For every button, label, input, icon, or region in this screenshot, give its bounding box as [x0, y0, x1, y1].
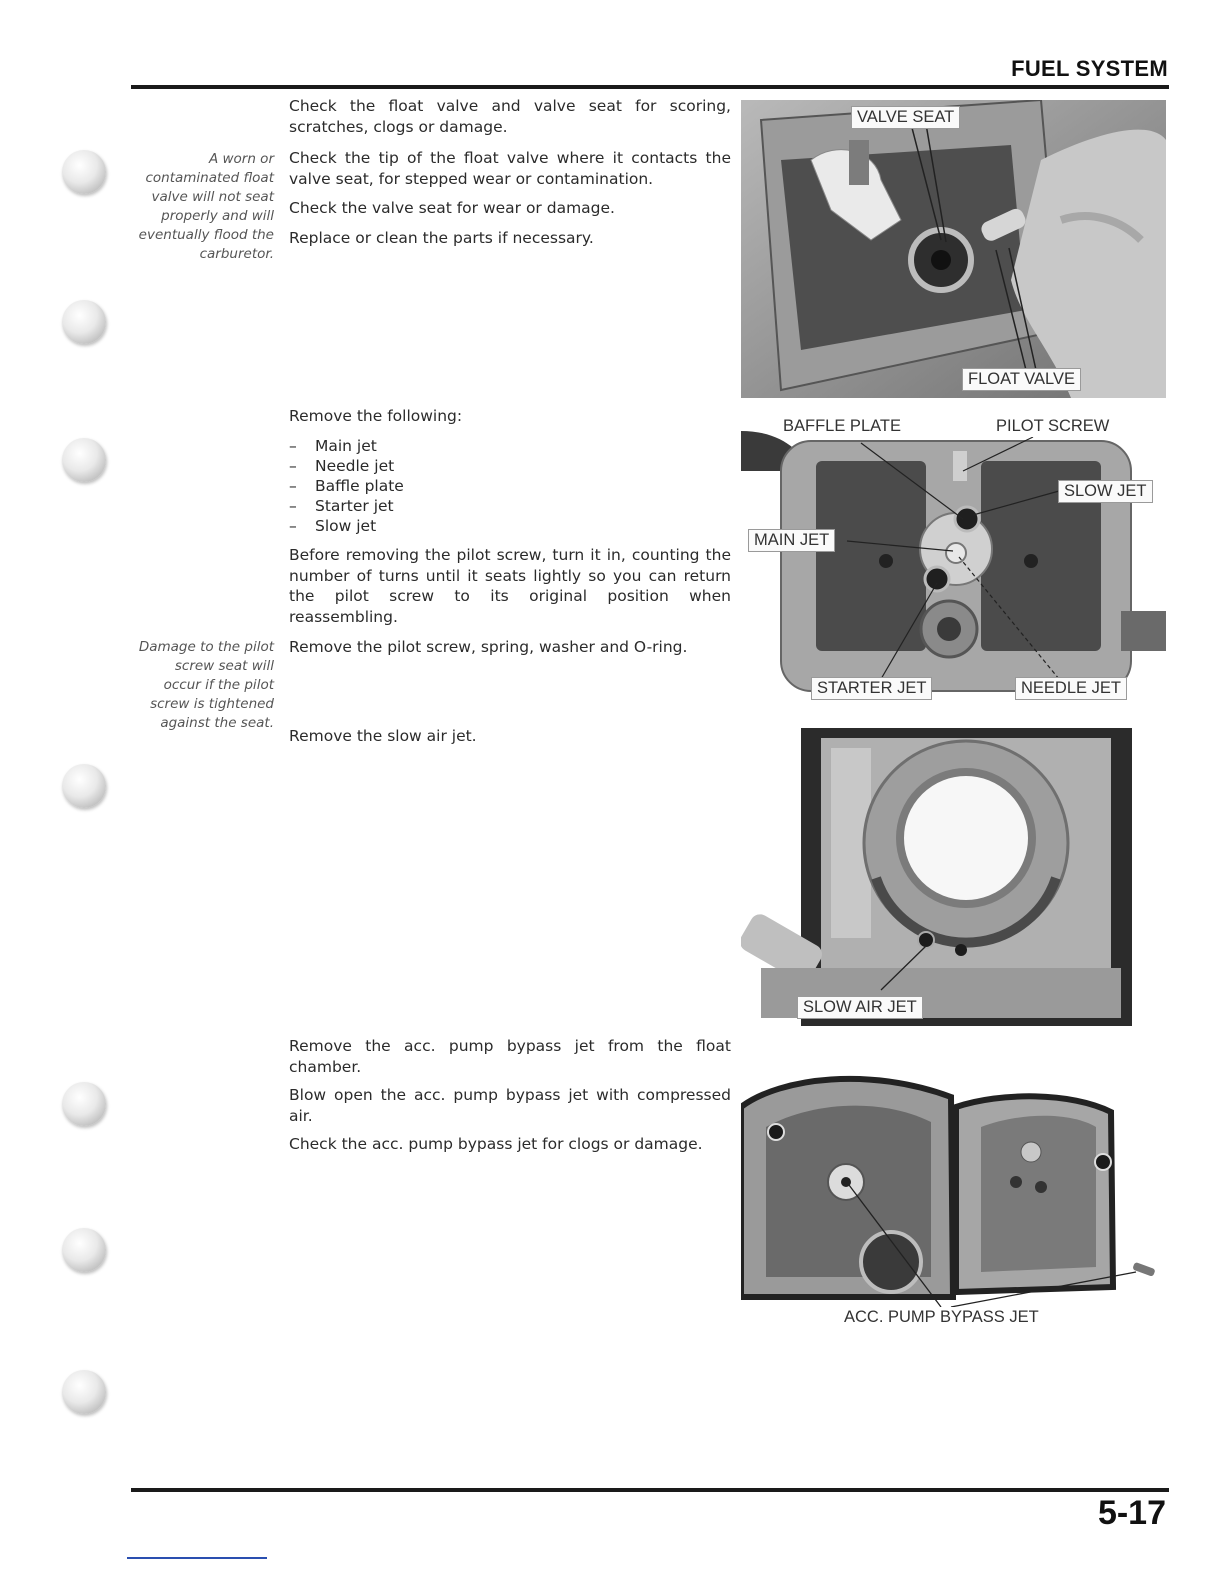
note-line: against the seat.: [160, 715, 274, 731]
note-line: valve will not seat: [151, 189, 274, 205]
note-line: Damage to the pilot: [138, 639, 274, 655]
instruction-paragraph: Check the valve seat for wear or damage.: [289, 199, 615, 217]
binder-hole: [62, 1082, 106, 1126]
acc-pump-bypass-jet-photo: [741, 1067, 1166, 1337]
slow-air-jet-photo: [741, 728, 1132, 1026]
binder-hole: [62, 764, 106, 808]
main-jet-label: MAIN JET: [748, 529, 835, 552]
note-line: occur if the pilot: [163, 677, 274, 693]
instruction-paragraph: Check the float valve and valve seat for scoring, scratches, clogs or damage.: [289, 97, 731, 136]
removal-list: [289, 436, 404, 536]
needle-jet-label: NEEDLE JET: [1015, 677, 1127, 700]
page-number: 5-17: [1097, 1494, 1166, 1532]
instruction-paragraph: Remove the pilot screw, spring, washer and O-ring.: [289, 638, 688, 656]
slow-air-jet-illustration: [741, 728, 1132, 1026]
side-note-float-valve: [124, 150, 274, 264]
instruction-paragraph: Replace or clean the parts if necessary.: [289, 229, 594, 247]
float-valve-label: FLOAT VALVE: [962, 368, 1081, 391]
note-line: screw seat will: [174, 658, 274, 674]
carburetor-jets-illustration: [741, 411, 1166, 707]
baffle-plate-label: BAFFLE PLATE: [778, 416, 906, 437]
list-item: – Needle jet: [289, 457, 395, 475]
header-rule: [131, 85, 1169, 89]
instruction-paragraph: Before removing the pilot screw, turn it in, counting the number of turns until it seats lightly so you can return the pilot screw to its original position when reassembling.: [289, 546, 731, 626]
list-item: – Baffle plate: [289, 477, 404, 495]
float-valve-illustration: [741, 100, 1166, 398]
acc-pump-bypass-jet-illustration: [741, 1067, 1166, 1337]
acc-pump-bypass-jet-label: ACC. PUMP BYPASS JET: [839, 1307, 1044, 1328]
binder-hole: [62, 300, 106, 344]
instruction-paragraph: Remove the slow air jet.: [289, 727, 477, 745]
carburetor-jets-photo: [741, 411, 1166, 707]
binder-hole: [62, 1228, 106, 1272]
footer-rule: [131, 1488, 1169, 1492]
instruction-paragraph: Remove the following:: [289, 407, 463, 425]
pilot-screw-label: PILOT SCREW: [991, 416, 1114, 437]
instruction-paragraph: Blow open the acc. pump bypass jet with compressed air.: [289, 1086, 731, 1125]
note-line: A worn or: [208, 151, 274, 167]
instruction-paragraph: Check the tip of the float valve where it contacts the valve seat, for stepped wear or contamination.: [289, 149, 731, 188]
slow-air-jet-label: SLOW AIR JET: [797, 996, 923, 1019]
list-item: – Slow jet: [289, 517, 377, 535]
float-valve-photo: [741, 100, 1166, 398]
instruction-paragraph: Remove the acc. pump bypass jet from the float chamber.: [289, 1037, 731, 1076]
note-line: screw is tightened: [150, 696, 274, 712]
binder-hole: [62, 1370, 106, 1414]
footer-link-line: [127, 1557, 267, 1559]
note-line: carburetor.: [199, 246, 274, 262]
slow-jet-label: SLOW JET: [1058, 480, 1153, 503]
note-line: contaminated float: [145, 170, 274, 186]
binder-hole: [62, 150, 106, 194]
starter-jet-label: STARTER JET: [811, 677, 932, 700]
note-line: properly and will: [161, 208, 274, 224]
binder-hole: [62, 438, 106, 482]
list-item: – Starter jet: [289, 497, 394, 515]
section-title: FUEL SYSTEM: [1011, 56, 1168, 81]
valve-seat-label: VALVE SEAT: [851, 106, 960, 129]
instruction-paragraph: Check the acc. pump bypass jet for clogs or damage.: [289, 1135, 703, 1153]
side-note-pilot-screw: [124, 638, 274, 733]
list-item: – Main jet: [289, 437, 377, 455]
note-line: eventually flood the: [138, 227, 274, 243]
